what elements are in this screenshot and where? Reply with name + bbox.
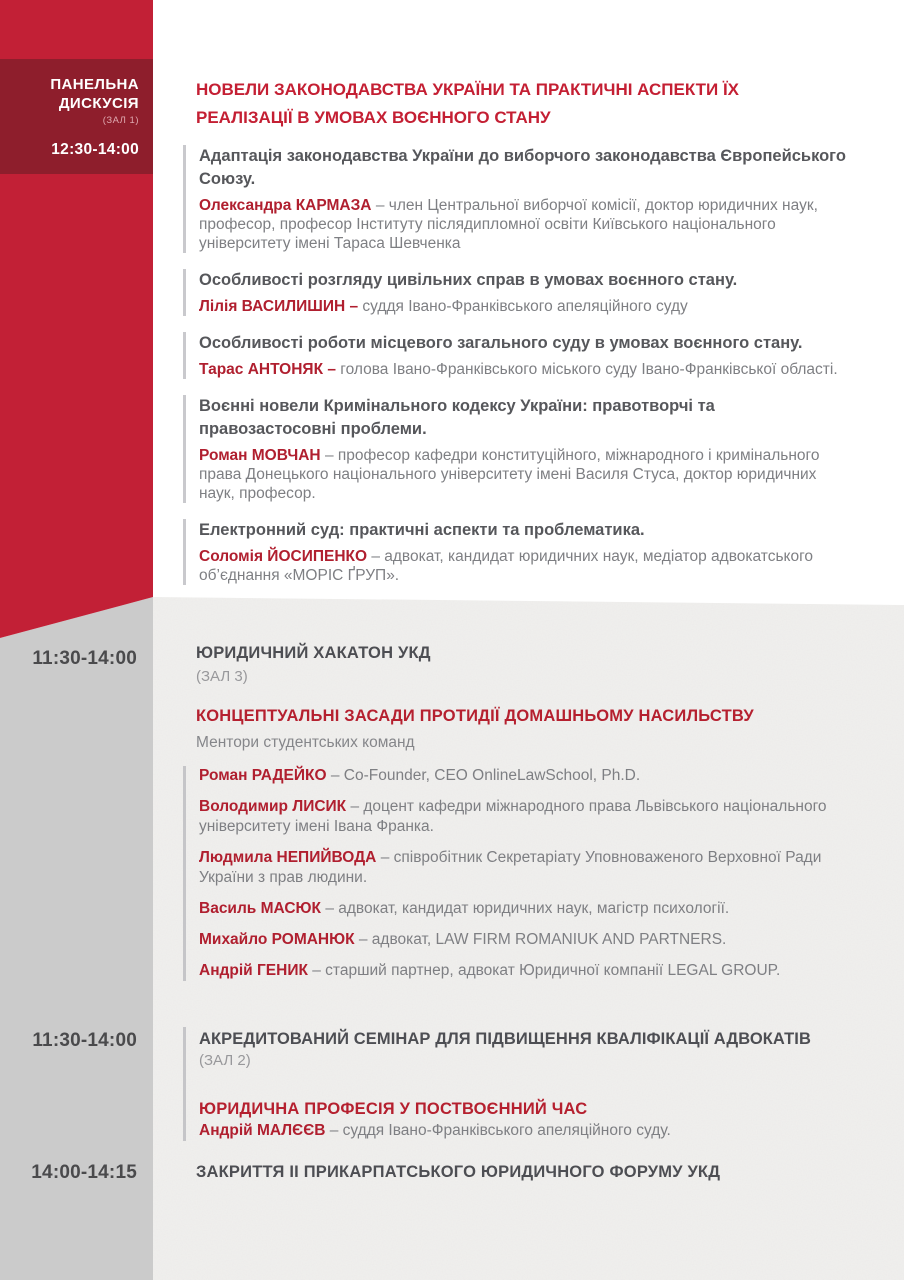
session-title: Особливості роботи місцевого загального суду в умовах воєнного стану. [199,334,803,352]
speaker-desc: – професор кафедри конституційного, міжнародного і кримінального права Донецького національного університету імені Василя Стуса, доктор юридичних наук, професор. [199,447,820,502]
mentor-desc: – адвокат, кандидат юридичних наук, магістр психології. [325,900,730,917]
speaker-name: Андрій МАЛЄЄВ [199,1122,326,1139]
speaker-name: Лілія ВАСИЛИШИН – [199,298,359,315]
hackathon-time: 11:30-14:00 [32,648,137,669]
session-item [183,332,855,379]
seminar-speaker-line [199,1121,893,1141]
mentor-desc: – співробітник Секретаріату Уповноваженого Верховної Ради України з прав людини. [199,849,822,886]
session-speaker-line [199,547,855,585]
mentor-item [199,930,875,950]
mentor-desc: – Co-Founder, CEO OnlineLawSchool, Ph.D. [330,767,641,784]
panel-type-line2: ДИСКУСІЯ [58,95,139,112]
mentor-desc: – доцент кафедри міжнародного права Львівського національного університету імені Івана Франка. [199,798,827,835]
mentor-name: Андрій ГЕНИК [199,962,308,979]
hackathon-subheading: КОНЦЕПТУАЛЬНІ ЗАСАДИ ПРОТИДІЇ ДОМАШНЬОМУ НАСИЛЬСТВУ [196,707,754,725]
mentor-item [199,961,875,981]
session-title: Воєнні новели Кримінального кодексу України: правотворчі та правозастосовні проблеми. [199,397,715,438]
mentor-item [199,899,875,919]
session-speaker-line [199,297,855,316]
speaker-name: Соломія ЙОСИПЕНКО [199,548,368,565]
session-item [183,395,855,503]
session-title: Електронний суд: практичні аспекти та проблематика. [199,521,645,539]
speaker-name: Роман МОВЧАН [199,447,321,464]
seminar-title: АКРЕДИТОВАНИЙ СЕМІНАР ДЛЯ ПІДВИЩЕННЯ КВАЛІФІКАЦІЇ АДВОКАТІВ [199,1030,811,1048]
session-speaker-line [199,446,855,503]
mentor-name: Роман РАДЕЙКО [199,767,327,784]
session-item [183,145,855,253]
session-item [183,269,855,316]
seminar-subheading: ЮРИДИЧНА ПРОФЕСІЯ У ПОСТВОЄННИЙ ЧАС [199,1100,588,1118]
speaker-desc: – суддя Івано-Франківського апеляційного суду. [329,1122,671,1139]
panel-section-heading: НОВЕЛИ ЗАКОНОДАВСТВА УКРАЇНИ ТА ПРАКТИЧНІ АСПЕКТИ ЇХ РЕАЛІЗАЦІЇ В УМОВАХ ВОЄННОГО СТАНУ [196,80,740,127]
mentor-name: Михайло РОМАНЮК [199,931,355,948]
session-title: Особливості розгляду цивільних справ в умовах воєнного стану. [199,271,738,289]
mentor-name: Василь МАСЮК [199,900,322,917]
session-speaker-line [199,196,855,253]
panel-type-line1: ПАНЕЛЬНА [50,76,139,93]
mentor-name: Людмила НЕПИЙВОДА [199,849,377,866]
speaker-desc: голова Івано-Франківського міського суду Івано-Франківської області. [340,361,838,378]
panel-session-list [183,145,855,585]
speaker-desc: суддя Івано-Франківського апеляційного суду [362,298,688,315]
closing-time: 14:00-14:15 [31,1162,137,1183]
panel-time: 12:30-14:00 [51,141,139,158]
session-title: Адаптація законодавства України до виборчого законодавства Європейського Союзу. [199,147,846,188]
hackathon-title: ЮРИДИЧНИЙ ХАКАТОН УКД [196,644,431,662]
speaker-name: Олександра КАРМАЗА [199,197,372,214]
mentor-desc: – старший партнер, адвокат Юридичної компанії LEGAL GROUP. [312,962,781,979]
seminar-block [183,1027,893,1141]
mentor-item [199,848,875,888]
mentors-list [183,766,875,981]
closing-title: ЗАКРИТТЯ ІІ ПРИКАРПАТСЬКОГО ЮРИДИЧНОГО ФОРУМУ УКД [196,1163,721,1181]
mentor-name: Володимир ЛИСИК [199,798,347,815]
seminar-hall-label: (ЗАЛ 2) [199,1052,251,1069]
hackathon-hall-label: (ЗАЛ 3) [196,668,248,685]
session-speaker-line [199,360,855,379]
mentors-label: Ментори студентських команд [196,734,415,751]
speaker-desc: – адвокат, кандидат юридичних наук, медіатор адвокатського об’єднання «МОРІС ҐРУП». [199,548,814,584]
speaker-name: Тарас АНТОНЯК – [199,361,336,378]
mentor-item [199,766,875,786]
panel-discussion-block [0,59,153,174]
seminar-time: 11:30-14:00 [32,1030,137,1051]
mentor-item [199,797,875,837]
session-item [183,519,855,585]
panel-hall-label: (ЗАЛ 1) [102,115,139,126]
speaker-desc: – член Центральної виборчої комісії, доктор юридичних наук, професор, професор Інституту післядипломної освіти Київського національного університету імені Тараса Шевченка [199,197,818,252]
mentor-desc: – адвокат, LAW FIRM ROMANIUK AND PARTNERS. [358,931,727,948]
